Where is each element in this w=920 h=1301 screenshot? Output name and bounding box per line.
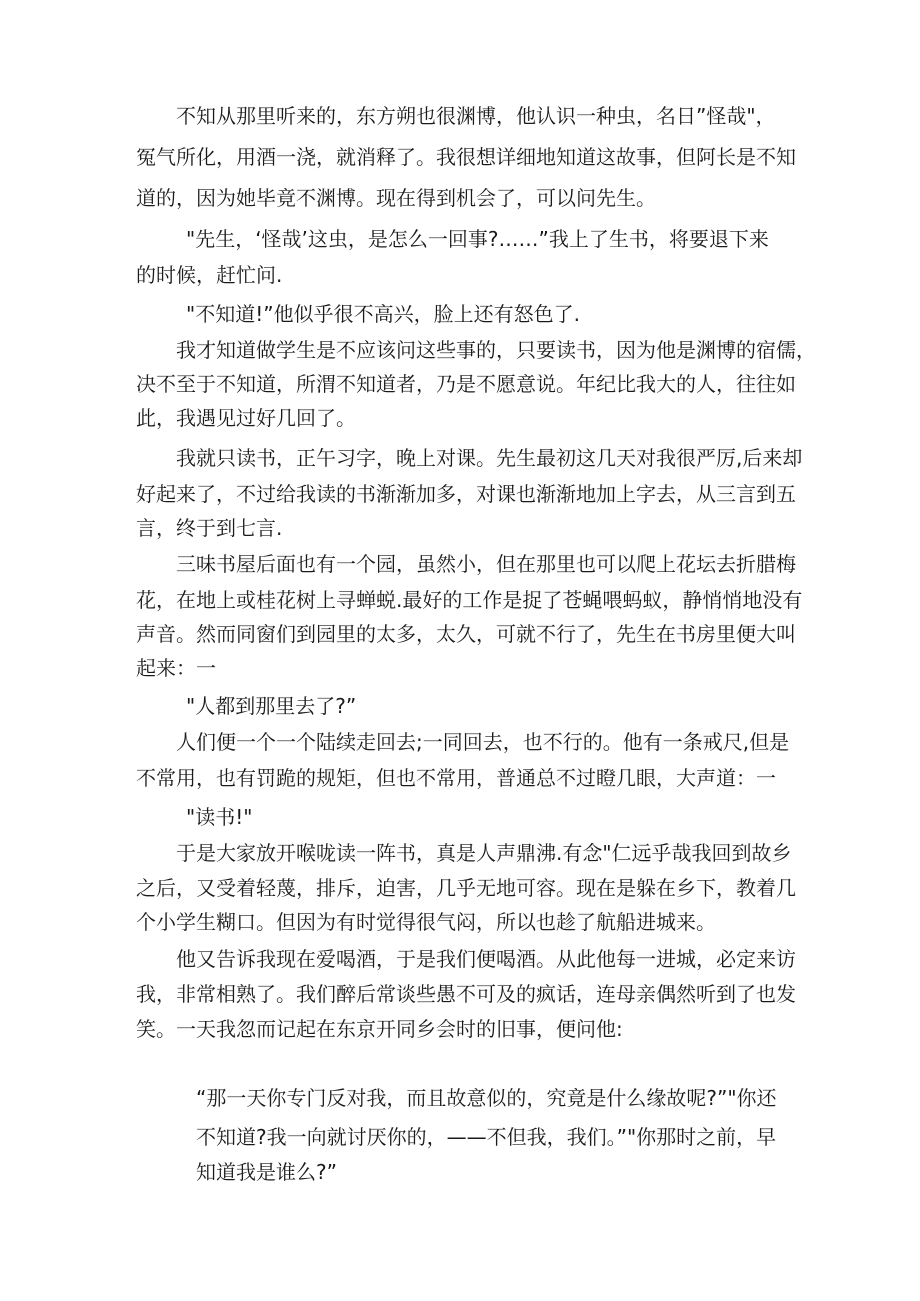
text-line: 我，非常相熟了。我们醉后常谈些愚不可及的疯话，连母亲偶然听到了也发 bbox=[136, 982, 796, 1006]
text-line: "人都到那里去了?” bbox=[186, 694, 357, 718]
text-line: 于是大家放开喉咙读一阵书，真是人声鼎沸.有念"仁远乎哉我回到故乡 bbox=[176, 841, 792, 865]
text-line: 不常用，也有罚跪的规矩，但也不常用，普通总不过瞪几眼，大声道：一 bbox=[136, 766, 776, 790]
text-line: 道的，因为她毕竟不渊博。现在得到机会了，可以问先生。 bbox=[136, 186, 656, 210]
text-line: 知道我是谁么?” bbox=[196, 1160, 337, 1184]
text-line: 冤气所化，用酒一浇，就消释了。我很想详细地知道这故事，但阿长是不知 bbox=[136, 145, 796, 169]
text-line: "读书!" bbox=[186, 805, 253, 829]
text-line: 不知道?我一向就讨厌你的，——不但我，我们。”"你那时之前，早 bbox=[196, 1125, 777, 1149]
text-line: “那一天你专门反对我，而且故意似的，究竟是什么缘故呢?”"你还 bbox=[196, 1086, 777, 1110]
text-line: 言，终于到七言. bbox=[136, 516, 283, 540]
text-line: 笑。一天我忽而记起在东京开同乡会时的旧事，便问他: bbox=[136, 1017, 623, 1041]
text-line: 好起来了，不过给我读的书渐渐加多，对课也渐渐地加上字去，从三言到五 bbox=[136, 482, 796, 506]
text-line: "不知道!”他似乎很不高兴，脸上还有怒色了. bbox=[186, 302, 580, 326]
text-line: 花，在地上或桂花树上寻蝉蜕.最好的工作是捉了苍蝇喂蚂蚁，静悄悄地没有 bbox=[136, 588, 803, 612]
text-line: 我就只读书，正午习字，晚上对课。先生最初这几天对我很严厉,后来却 bbox=[176, 446, 803, 470]
text-line: 之后，又受着轻蔑，排斥，迫害，几乎无地可容。现在是躲在乡下，教着几 bbox=[136, 876, 796, 900]
text-line: 我才知道做学生是不应该问这些事的，只要读书，因为他是渊博的宿儒， bbox=[176, 338, 816, 362]
text-line: 的时候，赶忙问. bbox=[136, 263, 283, 287]
text-line: 起来：一 bbox=[136, 656, 216, 680]
text-line: 不知从那里听来的，东方朔也很渊博，他认识一种虫，名日”怪哉"， bbox=[176, 104, 776, 128]
text-line: 三味书屋后面也有一个园，虽然小，但在那里也可以爬上花坛去折腊梅 bbox=[176, 552, 796, 576]
text-line: 他又告诉我现在爱喝酒，于是我们便喝酒。从此他每一进城，必定来访 bbox=[176, 947, 796, 971]
text-line: 人们便一个一个陆续走回去;一同回去，也不行的。他有一条戒尺,但是 bbox=[176, 730, 790, 754]
text-line: 声音。然而同窗们到园里的太多，太久，可就不行了，先生在书房里便大叫 bbox=[136, 622, 796, 646]
text-line: 个小学生糊口。但因为有时觉得很气闷，所以也趁了航船进城来。 bbox=[136, 910, 716, 934]
text-line: 此，我遇见过好几回了。 bbox=[136, 406, 356, 430]
text-line: "先生，‘怪哉’这虫，是怎么一回事?……”我上了生书，将要退下来 bbox=[186, 227, 769, 251]
text-line: 决不至于不知道，所渭不知道者，乃是不愿意说。年纪比我大的人，往往如 bbox=[136, 372, 796, 396]
